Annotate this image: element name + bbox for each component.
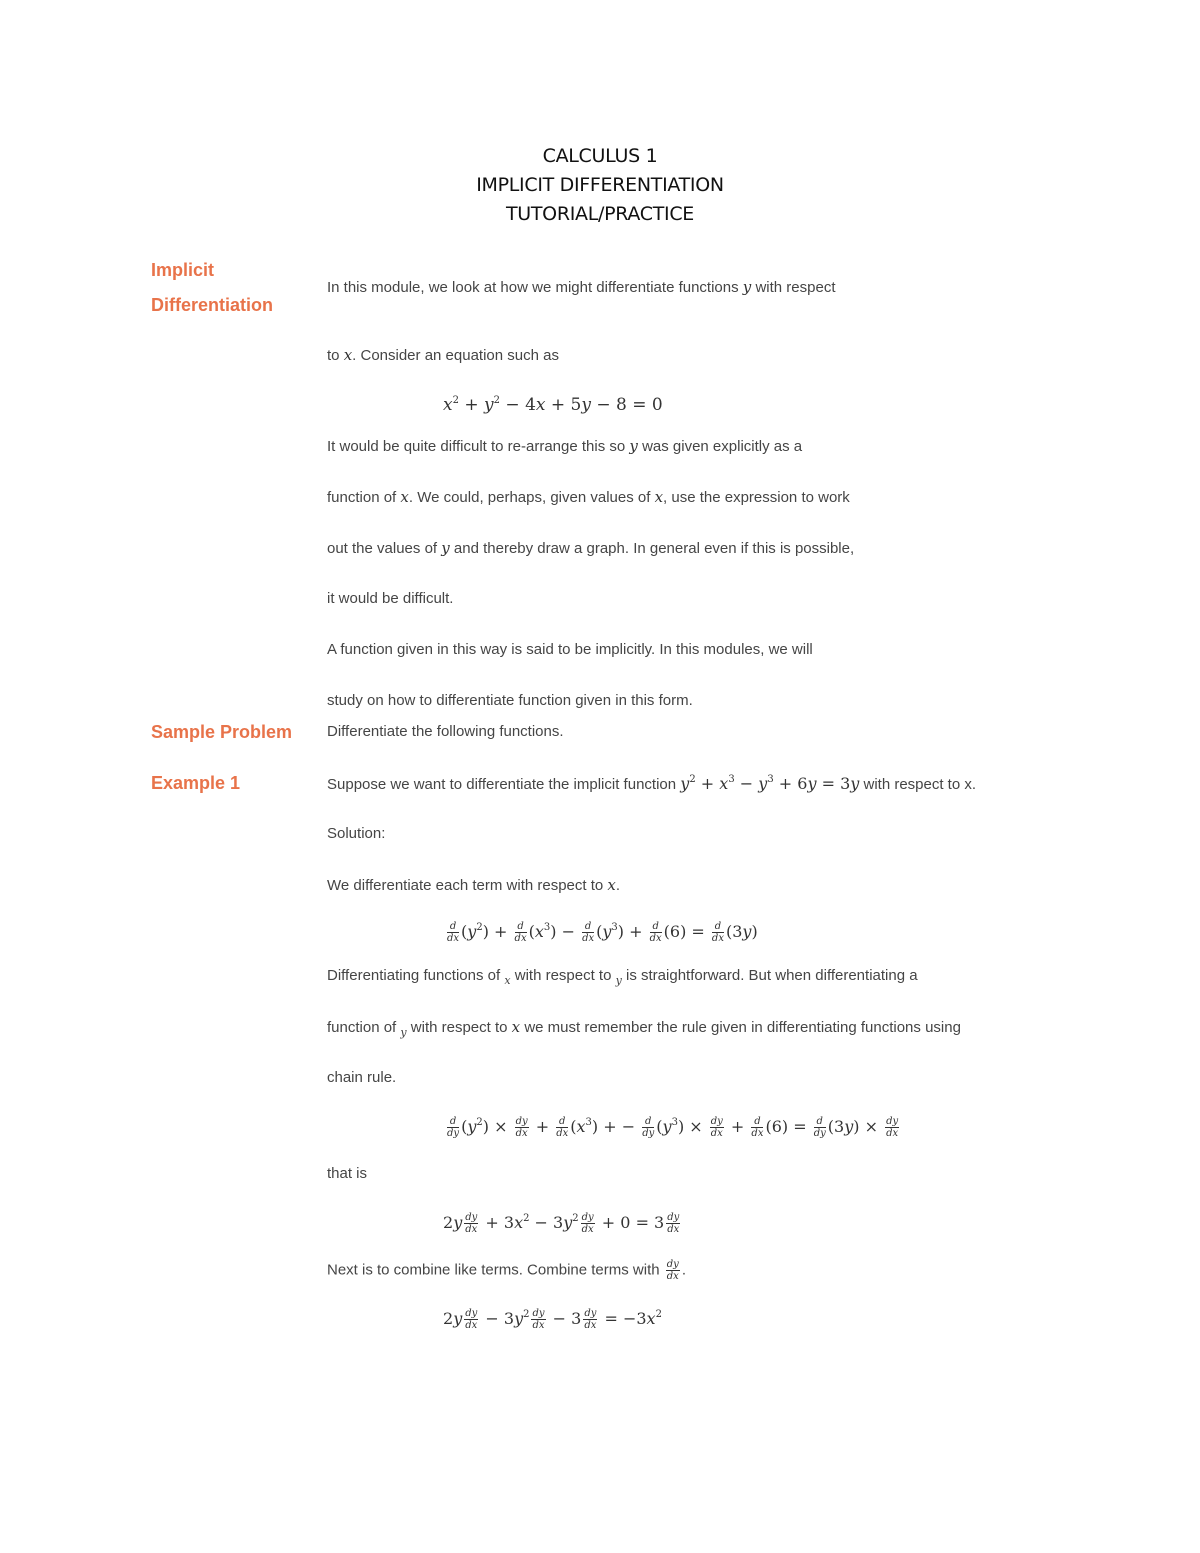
diff-each-line: [327, 876, 620, 894]
para-text-end: was given explicitly as a: [642, 438, 803, 455]
equation-4: 2y $\frac{dy}{dx}$ + $3x^2 - 3y^2$ $\frac{dy}{dx}$ + 0 = 3 $\frac{dy}{dx}$: [443, 1212, 680, 1235]
equation-5: 2y $\frac{dy}{dx}$ − $3y^2$ $\frac{dy}{dx}$ − 3 $\frac{dy}{dx}$ = $-3x^2$: [443, 1308, 662, 1331]
example-equation: $y^2 + x^3 - y^3 + 6y = 3y$: [680, 774, 860, 793]
intro-text-end: with respect: [755, 279, 836, 296]
para2-line-2: [327, 488, 850, 506]
para-text-end: we must remember the rule given in differentiating functions using: [524, 1019, 961, 1036]
para-text-end: .: [615, 877, 621, 894]
para-text-mid: with respect to: [410, 1019, 508, 1036]
intro-line-1: [327, 278, 836, 296]
math-var: y: [615, 974, 622, 987]
para-text: Next is to combine like terms. Combine terms with: [327, 1261, 660, 1279]
math-var: x: [343, 346, 353, 364]
math-var: x: [504, 974, 511, 987]
math-var: x: [511, 1018, 521, 1036]
para-text: function of: [327, 1019, 397, 1036]
math-var: y: [742, 278, 752, 296]
para-text: out the values of: [327, 540, 438, 557]
math-var: y: [629, 437, 638, 455]
example-text: Suppose we want to differentiate the implicit function: [327, 776, 677, 793]
para-text: function of: [327, 489, 397, 506]
sidebar-heading-implicit: Implicit: [151, 260, 215, 280]
para-text: It would be quite difficult to re-arrange this so: [327, 438, 626, 455]
math-var: y: [400, 1026, 407, 1039]
doc-title-line2: IMPLICIT DIFFERENTIATION: [476, 174, 724, 196]
para3-line-1: A function given in this way is said to be implicitly. In this modules, we will: [327, 641, 813, 658]
that-is-label: that is: [327, 1165, 368, 1182]
para4-line-3: chain rule.: [327, 1069, 397, 1086]
solution-label: Solution:: [327, 825, 386, 842]
combine-terms-line: [327, 1259, 686, 1282]
intro-text: In this module, we look at how we might differentiate functions: [327, 279, 739, 296]
para2-line-4: it would be difficult.: [327, 590, 454, 607]
para-text-mid: with respect to: [514, 967, 612, 984]
para-text-end: is straightforward. But when differentiating a: [626, 967, 918, 984]
para-text-end: , use the expression to work: [663, 489, 850, 506]
para4-line-1: [327, 967, 918, 987]
equation-1: $x^2 + y^2 - 4x + 5y - 8 = 0$: [443, 395, 663, 415]
para2-line-3: [327, 539, 854, 557]
para2-line-1: [327, 437, 802, 455]
sidebar-heading-differentiation: Differentiation: [151, 295, 274, 315]
sample-problem-text: Differentiate the following functions.: [327, 723, 564, 740]
para-text-end: and thereby draw a graph. In general even if this is possible,: [453, 540, 855, 557]
intro-text-end: . Consider an equation such as: [352, 347, 559, 364]
sidebar-heading-sample-problem: Sample Problem: [151, 722, 293, 742]
para3-line-2: study on how to differentiate function given in this form.: [327, 692, 693, 709]
para-text: We differentiate each term with respect to: [327, 877, 604, 894]
math-var: x: [607, 876, 616, 894]
para4-line-2: [327, 1018, 961, 1039]
dy-dx-fraction: $\frac{dy}{dx}$: [666, 1259, 679, 1282]
doc-title-line3: TUTORIAL/PRACTICE: [505, 203, 695, 225]
math-var: y: [441, 539, 450, 557]
equation-3: $\frac{d}{dy}$ $(y^2)$ × $\frac{dy}{dx}$ + $\frac{d}{dx}$ $(x^3)$ + − $\frac{d}{dy}$ $(y^3)$ × $\frac{dy}{dx}$ + $\frac{d}{dx}$ (6) = $\frac{d}{dy}$ (3y) × $\frac{dy}{dx}$: [447, 1116, 899, 1139]
para-text-mid: . We could, perhaps, given values of: [408, 489, 651, 506]
sidebar-heading-example-1: Example 1: [151, 773, 241, 793]
doc-title-line1: CALCULUS 1: [542, 145, 658, 167]
para-text-end: .: [681, 1261, 687, 1279]
intro-text: to: [327, 347, 340, 364]
example-text-end: with respect to x.: [863, 776, 977, 793]
equation-2: $\frac{d}{dx}$ $(y^2)$ + $\frac{d}{dx}$ $(x^3)$ − $\frac{d}{dx}$ $(y^3)$ + $\frac{d}{dx}$ (6) = $\frac{d}{dx}$ (3y): [447, 921, 758, 944]
intro-line-2: [327, 346, 559, 364]
math-var: x: [654, 488, 664, 506]
para-text: Differentiating functions of: [327, 967, 501, 984]
example1-statement: [327, 774, 976, 793]
math-var: x: [400, 488, 409, 506]
